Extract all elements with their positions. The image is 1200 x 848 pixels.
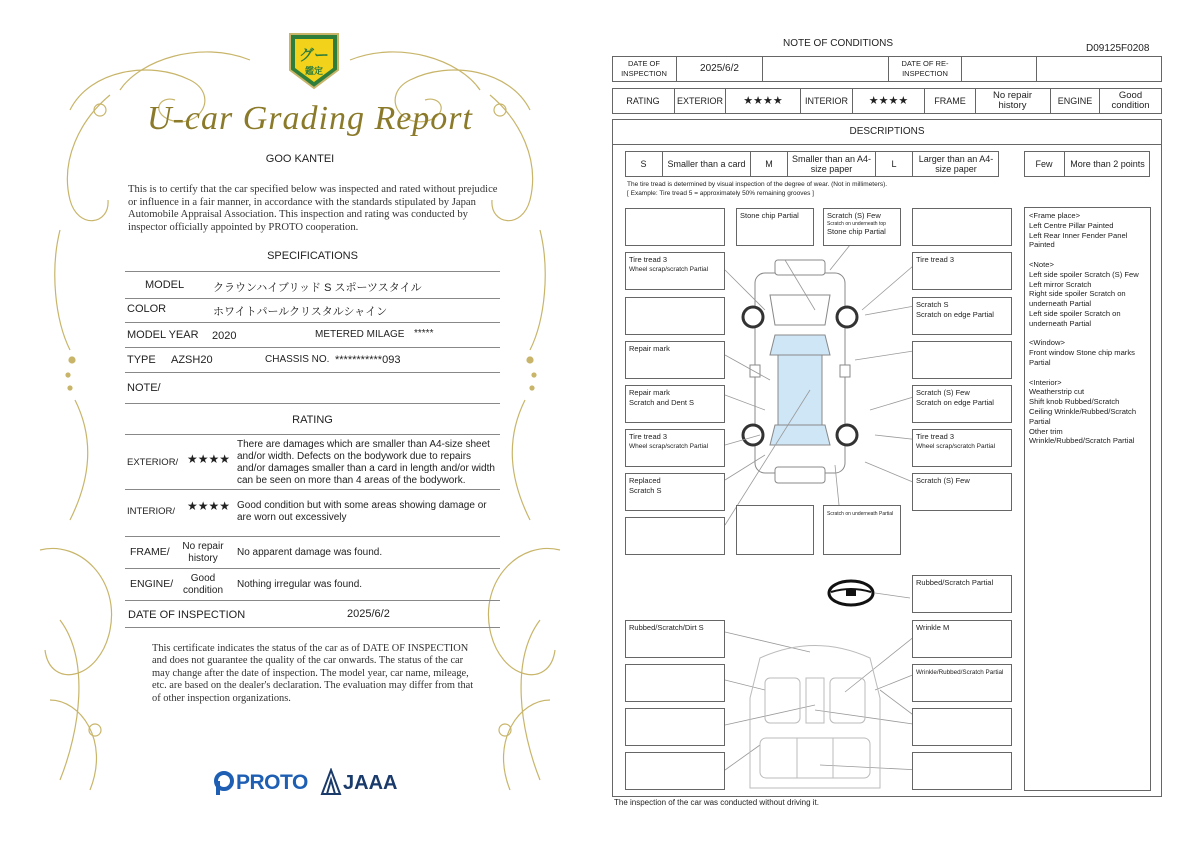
legend-m: M	[765, 159, 773, 169]
proto-logo-icon	[212, 770, 236, 796]
interior-description: Good condition but with some areas showing damage or are worn out excessively	[237, 500, 487, 523]
model-value: クラウンハイブリッド S スポーツスタイル	[213, 282, 422, 294]
chassis-label: CHASSIS NO.	[265, 354, 330, 365]
interior-stars: ★★★★	[187, 499, 231, 513]
exterior-description: There are damages which are smaller than A4-size sheet and/or width. Defects on the bodywork due to repairs and/or damages smaller than a card in length and/or width can be seen on more than 4 areas of the bodywork.	[237, 439, 495, 486]
jaaa-logo-icon	[320, 768, 342, 796]
rating-row-engine	[125, 568, 500, 601]
date-of-inspection-value: 2025/6/2	[700, 63, 739, 74]
damage-box-trunk-right	[912, 752, 1012, 790]
interior-stars: ★★★★	[868, 95, 909, 107]
damage-box-rear-seat-right	[912, 708, 1012, 746]
rating-row-exterior	[125, 434, 500, 490]
damage-box-driver-seat	[625, 664, 725, 702]
spec-row-model	[125, 271, 500, 299]
damage-box-tire-rear-right: Tire tread 3 Wheel scrap/scratch Partial	[912, 429, 1012, 467]
legend-few: Few	[1035, 159, 1053, 169]
rating-row-interior	[125, 488, 500, 537]
rating-label: RATING	[626, 96, 660, 106]
type-value: AZSH20	[171, 354, 213, 366]
exterior-label: EXTERIOR	[676, 96, 723, 106]
sheet-code: D09125F0208	[1086, 43, 1150, 54]
tire-note-1: The tire tread is determined by visual inspection of the degree of wear. (Not in millimeters).	[627, 181, 888, 188]
engine-description: Nothing irregular was found.	[237, 579, 363, 590]
note-label: NOTE/	[127, 382, 161, 394]
specifications-heading: SPECIFICATIONS	[267, 250, 358, 262]
damage-box-rear-underneath: Scratch on underneath Partial	[823, 505, 901, 555]
damage-box-ceiling: Wrinkle M	[912, 620, 1012, 658]
model-year-value: 2020	[212, 330, 237, 342]
date-of-inspection-label: DATE OF INSPECTION	[621, 59, 667, 78]
legend-s: S	[640, 159, 647, 169]
legend-l-desc: Larger than an A4-size paper	[918, 154, 994, 174]
notes-panel: <Frame place> Left Centre Pillar Painted Left Rear Inner Fender Panel Painted <Note> Left side spoiler Scratch (S) Few Left mirror Scratch Right side spoiler Scratch on underneath Partial Left side spoiler Scratch on underneath Partial <Window> Front window Stone chip marks Partial <Interior> Weatherstrip cut Shift knob Rubbed/Scratch Ceiling Wrinkle/Rubbed/Scratch Partial Other trim Wrinkle/Rubbed/Scratch Partial	[1024, 207, 1151, 791]
note-of-conditions-sheet	[600, 0, 1200, 848]
damage-box-front-top: Scratch (S) Few Scratch on underneath top Stone chip Partial	[823, 208, 901, 246]
frame-value: No repair history	[182, 541, 224, 564]
damage-box-tire-rear-left: Tire tread 3 Wheel scrap/scratch Partial	[625, 429, 725, 467]
chassis-value: ***********093	[335, 354, 401, 366]
exterior-stars: ★★★★	[743, 95, 783, 107]
damage-box-front-left	[625, 208, 725, 246]
spec-row-note	[125, 372, 500, 404]
spec-row-model-year	[125, 322, 500, 348]
steering-wheel-icon	[826, 578, 876, 608]
interior-label: INTERIOR/	[127, 506, 176, 517]
frame-value: No repair history	[992, 90, 1033, 111]
frame-label: FRAME	[934, 96, 966, 106]
exterior-label: EXTERIOR/	[127, 457, 179, 468]
rating-row-frame	[125, 536, 500, 569]
damage-box-rear-seat-left	[625, 708, 725, 746]
damage-box-stone-chip: Stone chip Partial	[736, 208, 814, 246]
damage-box-dashboard: Rubbed/Scratch/Dirt S	[625, 620, 725, 658]
damage-box-right-fender: Scratch S Scratch on edge Partial	[912, 297, 1012, 335]
damage-box-rear-center	[736, 505, 814, 555]
rating-row-date	[125, 600, 500, 628]
proto-logo-text: PROTO	[236, 771, 308, 794]
damage-box-right-front-door	[912, 341, 1012, 379]
date-label: DATE OF INSPECTION	[128, 609, 246, 621]
engine-label: ENGINE	[1057, 96, 1093, 106]
color-value: ホワイトパールクリスタルシャイン	[213, 306, 388, 318]
goo-kantei-badge-icon	[286, 30, 342, 92]
damage-box-other-trim: Wrinkle/Rubbed/Scratch Partial	[912, 664, 1012, 702]
frame-label: FRAME/	[130, 546, 170, 558]
damage-box-tire-front-left: Tire tread 3 Wheel scrap/scratch Partial	[625, 252, 725, 290]
descriptions-heading: DESCRIPTIONS	[849, 126, 925, 137]
sheet-footer: The inspection of the car was conducted without driving it.	[614, 798, 819, 807]
damage-box-rear-left: Replaced Scratch S	[625, 473, 725, 511]
tire-note-2: [ Example: Tire tread 5 = approximately 50% remaining grooves ]	[627, 190, 814, 197]
model-label: MODEL	[145, 279, 185, 291]
legend-few-desc: More than 2 points	[1070, 159, 1145, 169]
jaaa-logo-text: JAAA	[343, 772, 398, 794]
legend-s-desc: Smaller than a card	[667, 159, 746, 169]
damage-box-left-fender	[625, 297, 725, 335]
milage-value: *****	[414, 328, 434, 339]
svg-text:鑑定: 鑑定	[304, 67, 324, 77]
sheet-title: NOTE OF CONDITIONS	[783, 38, 893, 49]
car-interior-diagram	[740, 638, 890, 798]
date-of-reinspection-label: DATE OF RE-INSPECTION	[901, 59, 949, 78]
spec-row-type	[125, 347, 500, 373]
svg-text:グー: グー	[298, 46, 330, 64]
damage-box-left-rear-door: Repair mark Scratch and Dent S	[625, 385, 725, 423]
damage-box-right-rear-door: Scratch (S) Few Scratch on edge Partial	[912, 385, 1012, 423]
legend-m-desc: Smaller than an A4-size paper	[791, 154, 872, 174]
damage-box-rear-bottom-left	[625, 517, 725, 555]
damage-box-rear-right: Scratch (S) Few	[912, 473, 1012, 511]
milage-label: METERED MILAGE	[315, 329, 405, 340]
color-label: COLOR	[127, 303, 167, 315]
engine-label: ENGINE/	[130, 578, 174, 590]
damage-box-steering: Rubbed/Scratch Partial	[912, 575, 1012, 613]
certificate-footer-text: This certificate indicates the status of the car as of DATE OF INSPECTION and does not guarantee the quality of the car onwards. The status of the car may change after the date of inspection. The model year, car name, mileage, etc. are based on the dealer's declaration. The evaluation may differ from that of other inspection organizations.	[152, 643, 474, 704]
damage-box-trunk-left	[625, 752, 725, 790]
damage-box-tire-front-right: Tire tread 3	[912, 252, 1012, 290]
model-year-label: MODEL YEAR	[127, 329, 199, 341]
type-label: TYPE	[127, 354, 156, 366]
engine-value: Good condition	[1111, 90, 1150, 111]
date-value: 2025/6/2	[347, 608, 390, 620]
legend-l: L	[891, 159, 897, 169]
damage-box-front-right	[912, 208, 1012, 246]
rating-heading: RATING	[292, 414, 333, 426]
interior-label: INTERIOR	[804, 96, 848, 106]
certify-text: This is to certify that the car specified below was inspected and rated without prejudice or influence in a fair manner, in accordance with the standards stipulated by Japan Automobile Appraisal Association. This inspection and rating was conducted by inspector officially appointed by PROTO cooperation.	[128, 184, 498, 234]
engine-value: Good condition	[182, 573, 224, 596]
certificate-subtitle: GOO KANTEI	[265, 153, 335, 165]
spec-row-color	[125, 297, 500, 323]
exterior-stars: ★★★★	[187, 452, 231, 466]
damage-box-left-front-door: Repair mark	[625, 341, 725, 379]
frame-description: No apparent damage was found.	[237, 547, 383, 558]
certificate-title: U-car Grading Report	[147, 100, 473, 137]
